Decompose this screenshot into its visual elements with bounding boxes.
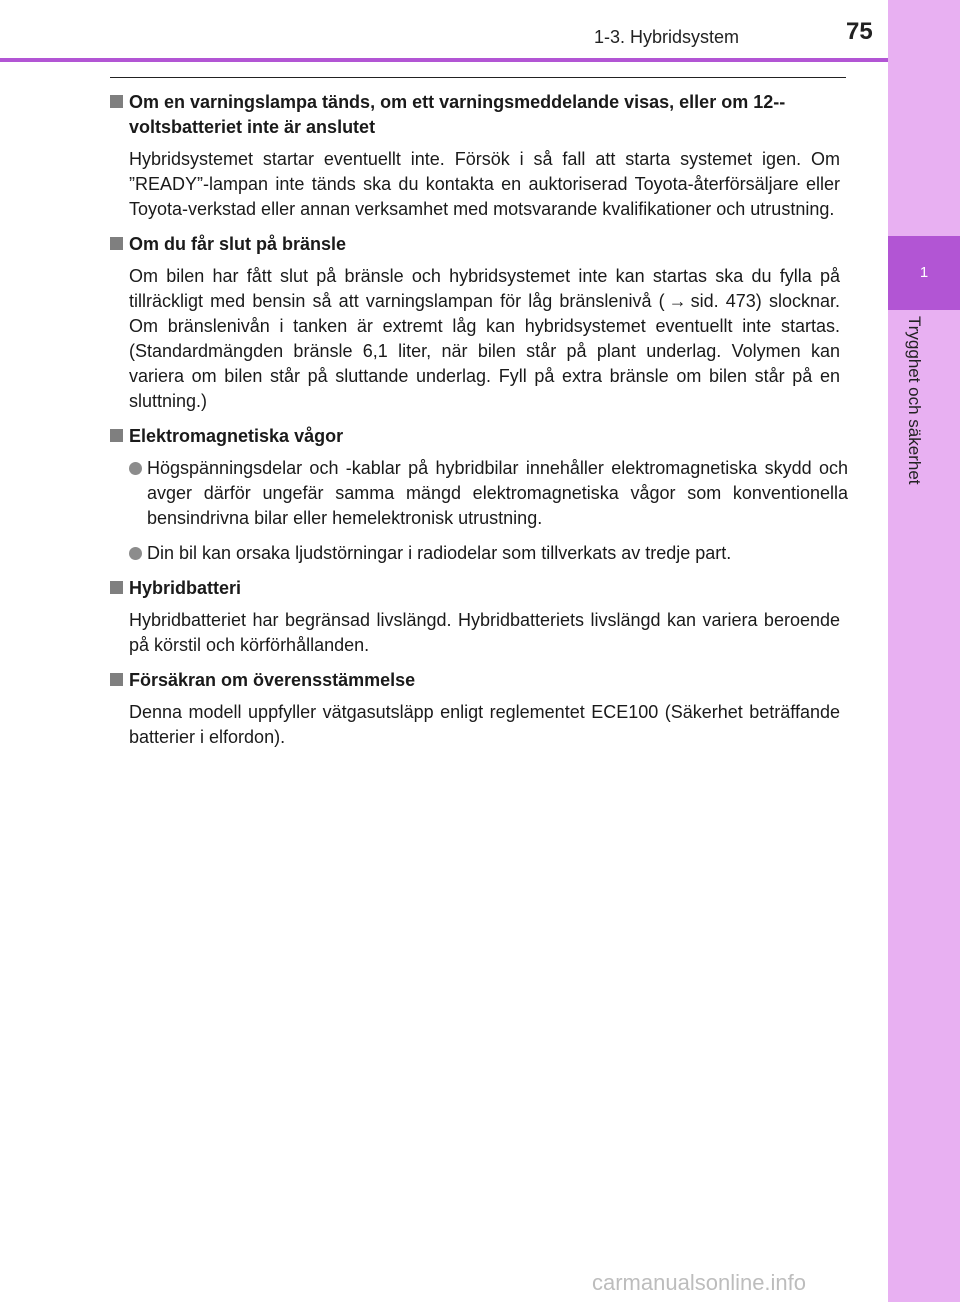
content-top-rule xyxy=(110,77,846,78)
section-warning-lamp xyxy=(110,90,848,222)
section-title: 1-3. Hybridsystem xyxy=(594,27,740,47)
section-out-of-fuel xyxy=(110,232,848,414)
section-body: Hybridbatteriet har begränsad livslängd. Hybridbatteriets livslängd kan variera beroende på körstil och körförhållanden. xyxy=(129,610,840,655)
round-bullet-icon xyxy=(129,462,142,475)
chapter-title: Trygghet och säkerhet xyxy=(905,316,924,485)
list-item xyxy=(110,456,848,531)
square-bullet-icon xyxy=(110,95,123,108)
section-electromagnetic-waves xyxy=(110,424,848,566)
list-item-text: Din bil kan orsaka ljudstörningar i radiodelar som tillverkats av tredje part. xyxy=(147,543,732,563)
section-declaration-of-conformity xyxy=(110,668,848,750)
section-heading: Elektromagnetiska vågor xyxy=(129,426,344,446)
section-body: Denna modell uppfyller vätgasutsläpp enligt reglementet ECE100 (Säkerhet beträffande batterier i elfordon). xyxy=(129,702,840,747)
list-item-text: Högspänningsdelar och -kablar på hybridbilar innehåller elektromagnetiska skydd och avger därför ungefär samma mängd elektromagnetiska vågor som konventionella bensindrivna bilar eller hemelektronisk utrustning. xyxy=(147,458,848,528)
square-bullet-icon xyxy=(110,581,123,594)
square-bullet-icon xyxy=(110,673,123,686)
list-item xyxy=(110,541,848,566)
section-body: Hybridsystemet startar eventuellt inte. Försök i så fall att starta systemet igen. Om ”READY”-lampan inte tänds ska du kontakta en auktoriserad Toyota-återförsäljare eller Toyota-verkstad eller annan verksamhet med motsvarande kvalifikationer och utrustning. xyxy=(129,149,840,219)
body-text-part: Om bilen har fått slut på bränsle och hybridsystemet inte kan startas ska du fylla på tillräckligt med bensin så att varningslampan för låg bränslenivå ( xyxy=(129,266,840,311)
section-heading: Om en varningslampa tänds, om ett varningsmeddelande visas, eller om 12--voltsbatteriet inte är anslutet xyxy=(129,92,786,137)
section-heading: Om du får slut på bränsle xyxy=(129,234,347,254)
page-content xyxy=(110,90,848,760)
watermark: carmanualsonline.info xyxy=(592,1270,807,1295)
arrow-right-icon: → xyxy=(668,291,687,311)
chapter-sidebar xyxy=(888,0,960,1302)
round-bullet-icon xyxy=(129,547,142,560)
square-bullet-icon xyxy=(110,429,123,442)
header-divider xyxy=(0,58,888,62)
page-number: 75 xyxy=(846,18,873,45)
chapter-number-tab: 1 xyxy=(888,236,960,310)
square-bullet-icon xyxy=(110,237,123,250)
section-hybrid-battery xyxy=(110,576,848,658)
body-text-part: sid. 473) slocknar. Om bränslenivån i tanken är extremt låg kan hybridsystemet eventuellt inte startas. (Standardmängden bränsle 6,1 liter, när bilen står på plant underlag. Volymen kan variera om bilen står på sluttande underlag. Fyll på extra bränsle om bilen står på en sluttning.) xyxy=(129,291,840,411)
section-body xyxy=(110,264,848,414)
section-heading: Försäkran om överensstämmelse xyxy=(129,670,416,690)
section-heading: Hybridbatteri xyxy=(129,578,242,598)
